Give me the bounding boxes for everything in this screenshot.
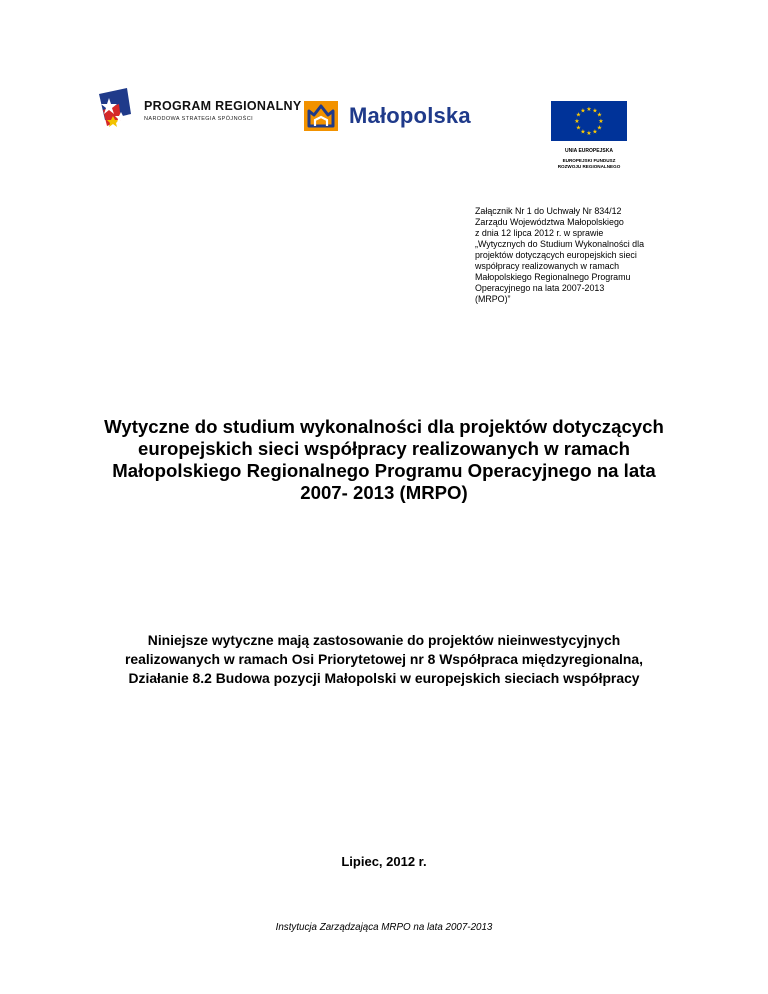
eu-caption-fund-line2: ROZWOJU REGIONALNEGO xyxy=(557,164,621,169)
document-title-line: europejskich sieci współpracy realizowanych w ramach xyxy=(138,438,630,459)
annex-line: współpracy realizowanych w ramach xyxy=(475,261,620,271)
svg-text:★: ★ xyxy=(596,124,603,132)
eu-caption-fund xyxy=(551,158,627,170)
scope-note xyxy=(40,631,728,688)
scope-note-line: Działanie 8.2 Budowa pozycji Małopolski w europejskich sieciach współpracy xyxy=(128,670,640,686)
svg-text:★: ★ xyxy=(575,111,582,119)
annex-line: Zarządu Województwa Małopolskiego xyxy=(475,217,624,227)
malopolska-title: Małopolska xyxy=(349,103,471,128)
annex-line: Operacyjnego na lata 2007-2013 xyxy=(475,283,605,293)
annex-line: „Wytycznych do Studium Wykonalności dla xyxy=(475,239,645,249)
document-title-line: 2007- 2013 (MRPO) xyxy=(300,482,468,503)
svg-text:★: ★ xyxy=(574,118,580,125)
program-regionalny-title: PROGRAM REGIONALNY xyxy=(144,99,302,113)
svg-text:★: ★ xyxy=(596,111,603,119)
annex-reference xyxy=(475,206,675,305)
document-title-line: Małopolskiego Regionalnego Programu Operacyjnego na lata xyxy=(112,460,656,481)
svg-text:★: ★ xyxy=(586,106,592,113)
scope-note-line: realizowanych w ramach Osi Priorytetowej nr 8 Współpraca międzyregionalna, xyxy=(125,651,643,667)
malopolska-logo xyxy=(304,101,496,131)
annex-line: z dnia 12 lipca 2012 r. w sprawie xyxy=(475,228,604,238)
svg-text:★: ★ xyxy=(575,124,582,132)
annex-line: Małopolskiego Regionalnego Programu xyxy=(475,272,631,282)
svg-text:★: ★ xyxy=(586,130,592,137)
annex-line: Załącznik Nr 1 do Uchwały Nr 834/12 xyxy=(475,206,622,216)
eu-caption-union: UNIA EUROPEJSKA xyxy=(565,148,613,154)
annex-line: projektów dotyczących europejskich sieci xyxy=(475,250,637,260)
svg-text:★: ★ xyxy=(598,118,604,125)
program-regionalny-emblem-icon xyxy=(97,86,139,134)
program-regionalny-logo xyxy=(97,86,302,134)
document-title-line: Wytyczne do studium wykonalności dla projektów dotyczących xyxy=(104,416,664,437)
svg-text:★: ★ xyxy=(580,107,586,115)
malopolska-crown-icon xyxy=(304,101,338,131)
svg-text:★: ★ xyxy=(580,128,586,136)
eu-caption-fund-line1: EUROPEJSKI FUNDUSZ xyxy=(562,158,616,163)
document-title xyxy=(60,416,708,504)
program-regionalny-subtitle: NARODOWA STRATEGIA SPÓJNOŚCI xyxy=(144,116,253,122)
document-date: Lipiec, 2012 r. xyxy=(341,854,427,869)
footer-institution: Instytucja Zarządzająca MRPO na lata 2007-2013 xyxy=(275,922,493,933)
scope-note-line: Niniejsze wytyczne mają zastosowanie do projektów nieinwestycyjnych xyxy=(147,632,621,648)
svg-text:★: ★ xyxy=(592,107,598,115)
eu-logo xyxy=(551,101,629,173)
eu-flag-icon xyxy=(551,101,627,141)
svg-text:★: ★ xyxy=(592,128,598,136)
annex-line: (MRPO)” xyxy=(475,294,511,304)
